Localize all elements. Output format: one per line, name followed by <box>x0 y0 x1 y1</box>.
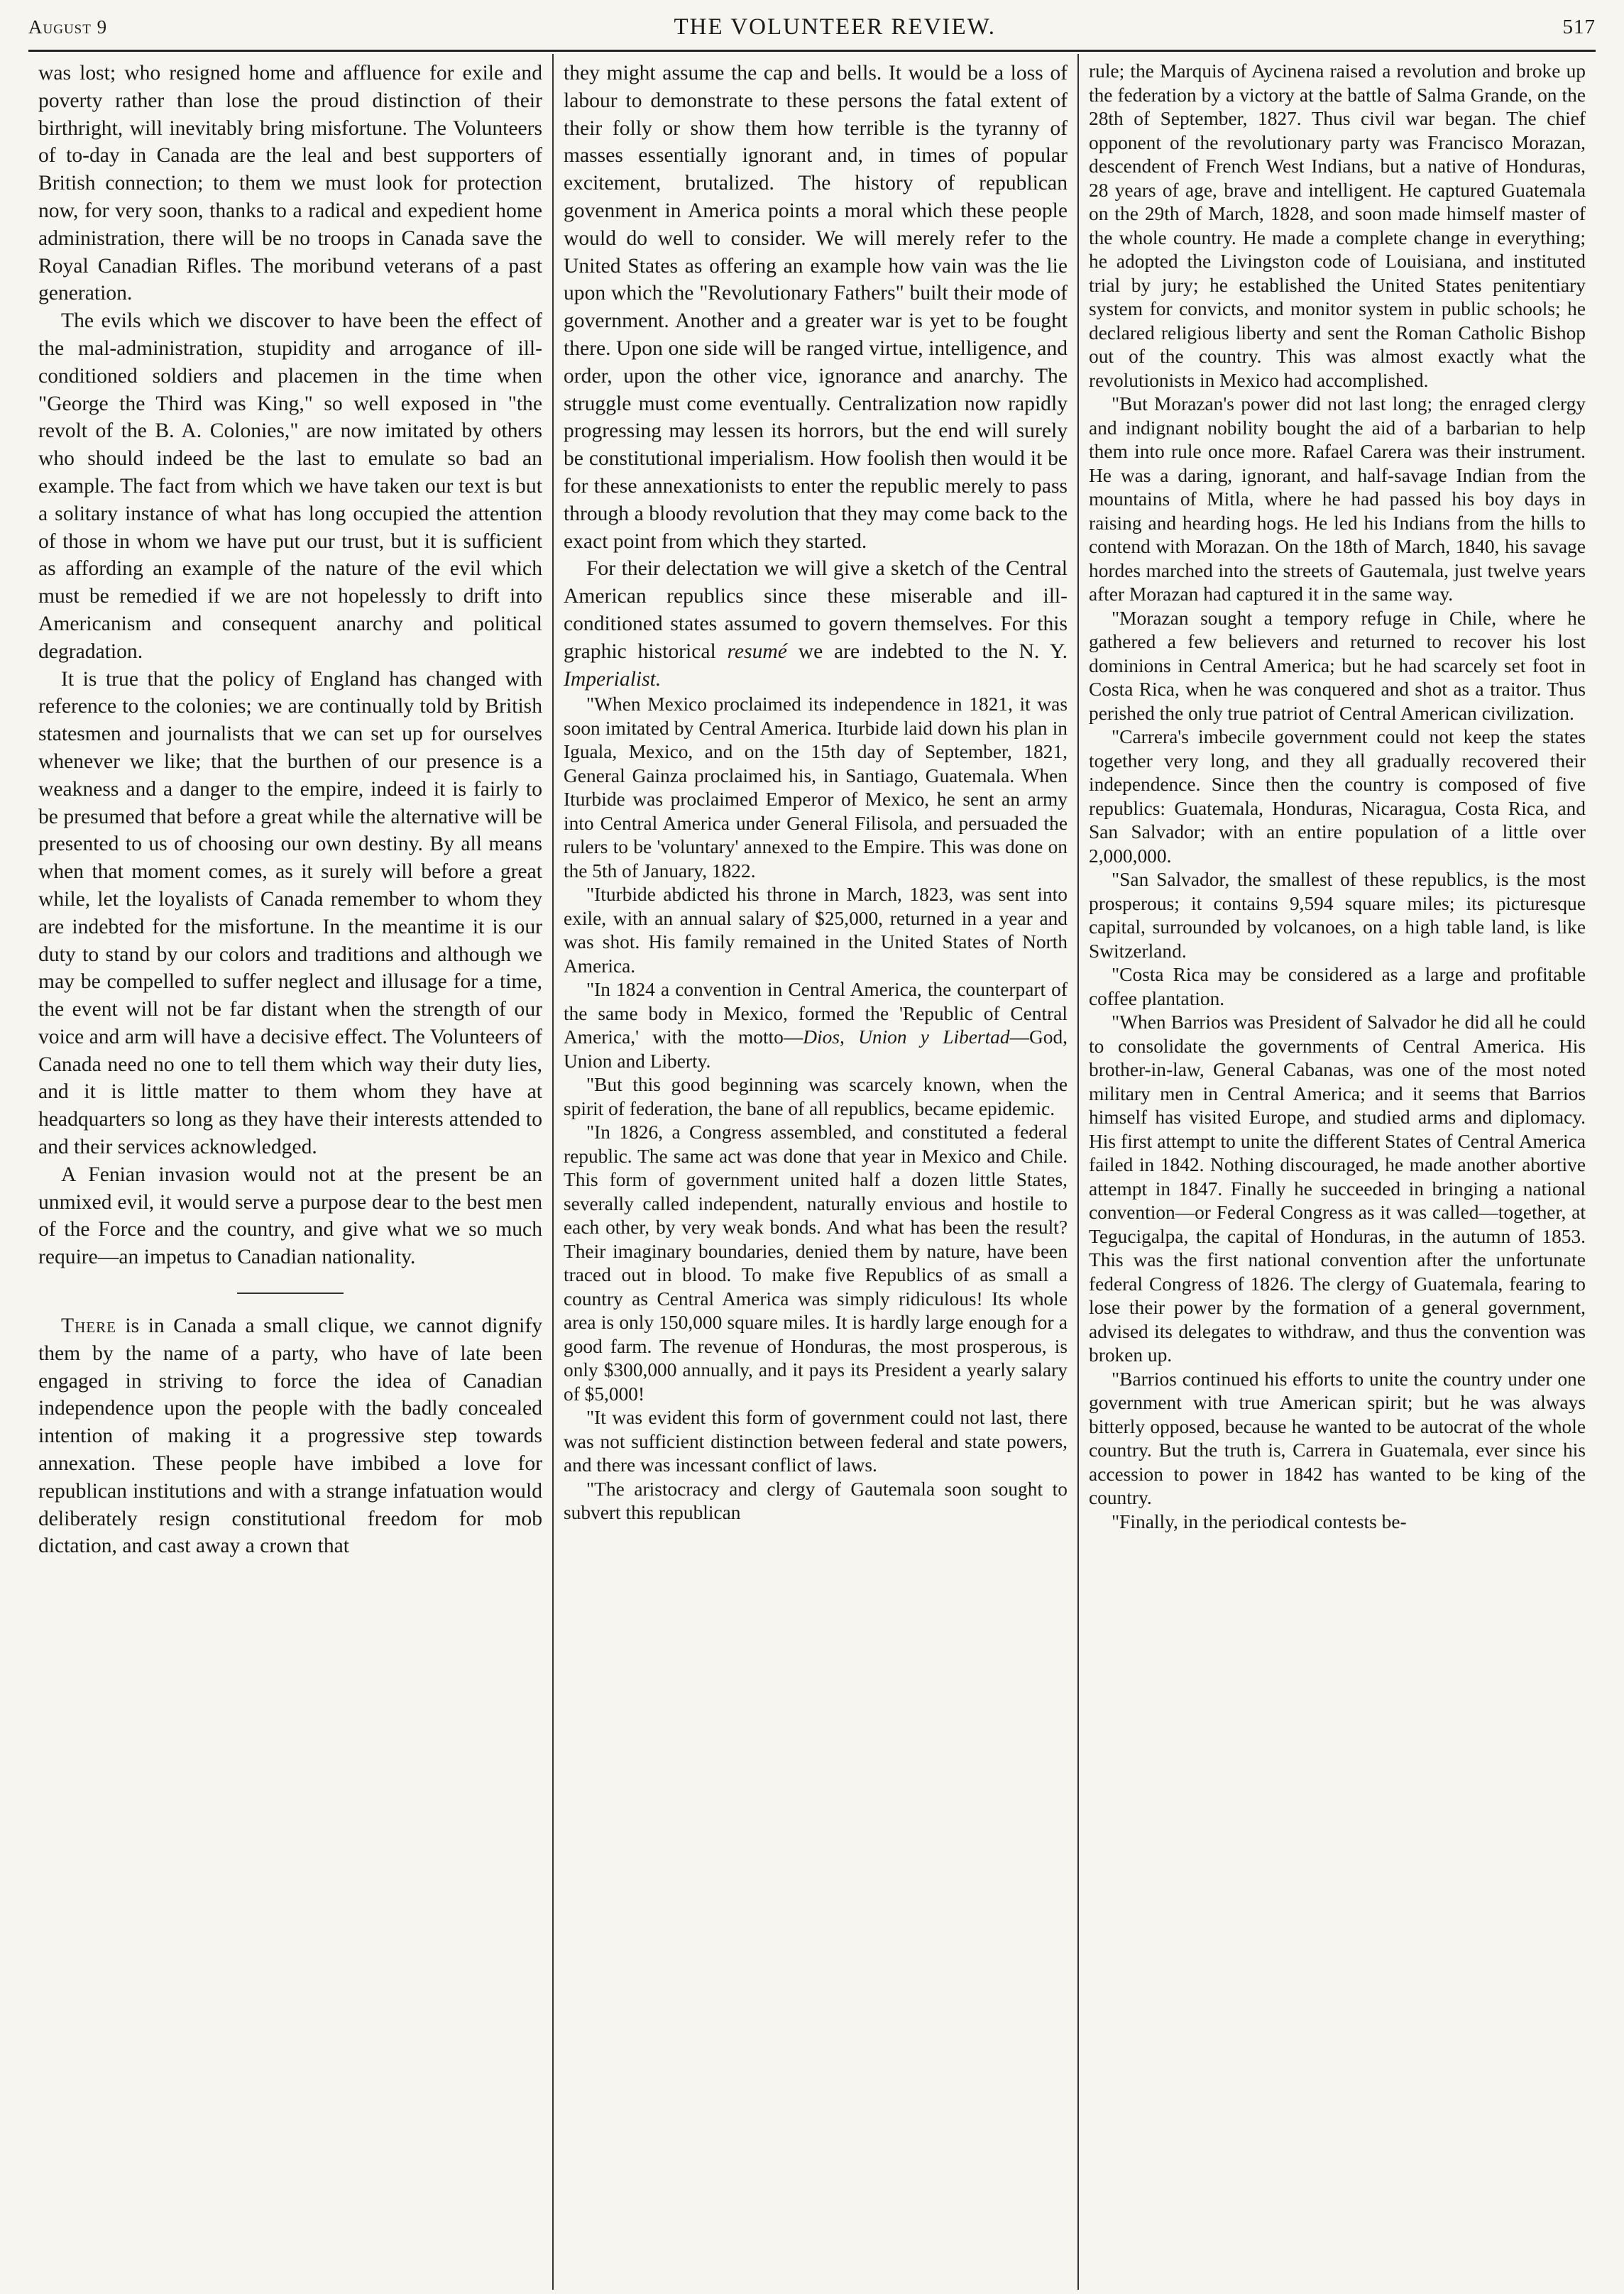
paragraph: It is true that the policy of England has changed with reference to the colonies; we are continually told by British statesmen and journalists that we can set up for ourselves whenever we like; that the burthen of our presence is a weakness and a danger to the empire, indeed it is fairly to be presumed that before a great while the alternative will be presented to us of choosing our own destiny. By all means when that moment comes, as it surely will before a great while, let the loyalists of Canada remember to whom they are indebted for the misfortune. In the meantime it is our duty to stand by our colors and traditions and although we may be compelled to suffer neglect and illusage for a time, the event will not be far distant when the strength of our voice and arm will have a decisive effect. The Volunteers of Canada need no one to tell them which way their duty lies, and it is little matter to them whom they have at headquarters so long as they have their interests attended to and their services acknowledged. <box>38 667 542 1159</box>
quoted-paragraph: "Finally, in the periodical contests be- <box>1112 1510 1407 1532</box>
paragraph: was lost; who resigned home and affluence for exile and poverty rather than lose the proud distinction of their birthright, will inevitably bring misfortune. The Volunteers of to-day in Canada are the leal and best supporters of British connection; to them we must look for protection now, for very soon, thanks to a radical and expedient home administration, there will be no troops in Canada save the Royal Canadian Rifles. The moribund veterans of a past generation. <box>38 62 542 305</box>
quoted-paragraph: "But Morazan's power did not last long; the enraged clergy and indignant nobility bought the aid of a barbarian to help them into rule once more. Rafael Carera was their instrument. He was a daring, ignorant, and half-savage Indian from the mountains of Mitla, where he had passed his boy days in raising and hearding hogs. He led his Indians from the hills to contend with Morazan. On the 18th of March, 1840, his savage hordes marched into the streets of Gautemala, just twelve years after Morazan had captured it in the same way. <box>1089 393 1586 605</box>
paragraph: The evils which we discover to have been the effect of the mal-administration, stupidity and arrogance of ill-conditioned soldiers and placemen in the time when "George the Third was King," so well exposed in "the revolt of the B. A. Colonies," are now imitated by others who should indeed be the last to emulate so bad an example. The fact from which we have taken our text is but a solitary instance of what has long occupied the attention of those in whom we have put our trust, but it is sufficient as affording an example of the nature of the evil which must be remedied if we are not hopelessly to drift into Americanism and consequent anarchy and political degradation. <box>38 309 542 663</box>
column-2 <box>554 54 1079 2290</box>
paragraph <box>564 555 1068 693</box>
quoted-paragraph: "In 1826, a Congress assembled, and constituted a federal republic. The same act was done that year in Mexico and Chile. This form of government united half a dozen little States, severally called independent, naturally envious and hostile to each other, by very weak bonds. And what has been the result? Their imaginary boundaries, denied them by nature, have been traced out in blood. To make five Republics of as small a country as Central America was simply ridiculous! Its whole area is only 150,000 square miles. It is hardly large enough for a good farm. The revenue of Honduras, the most prosperous, is only $300,000 annually, and it pays its President a yearly salary of $5,000! <box>564 1121 1068 1405</box>
paragraph-text: For their delectation we will give a sketch of the Central American republics since these miserable and ill-conditioned states assumed to govern themselves. For this graphic historical <box>564 557 1068 663</box>
source-name: Imperialist. <box>564 667 662 691</box>
section-divider <box>237 1293 344 1294</box>
quoted-paragraph: "San Salvador, the smallest of these republics, is the most prosperous; it contains 9,594 square miles; its picturesque capital, surrounded by volcanoes, on a high table land, is like Switzerland. <box>1089 869 1586 962</box>
paragraph-text: is in Canada a small clique, we cannot dignify them by the name of a party, who have of late been engaged in striving to force the idea of Canadian independence upon the people with the badly concealed intention of making it a progressive step towards annexation. These people have imbibed a love for republican institutions and with a strange infatuation would deliberately resign constitutional freedom for mob dictation, and cast away a crown that <box>38 1315 542 1558</box>
motto: Dios, Union y Libertad <box>803 1026 1010 1048</box>
quoted-paragraph: "Costa Rica may be considered as a large and profitable coffee plantation. <box>1089 964 1586 1009</box>
paragraph-text: we are indebted to the N. Y. <box>786 640 1068 663</box>
paragraph: A Fenian invasion would not at the present be an unmixed evil, it would serve a purpose dear to the best men of the Force and the country, and give what we so much require—an impetus to Canadian nationality. <box>38 1163 542 1269</box>
columns <box>28 54 1596 2290</box>
paragraph-text: "In 1824 a convention in Central America, the counterpart of the same body in Mexico, formed the 'Republic of Central America,' with the motto— <box>564 979 1068 1048</box>
publication-title: THE VOLUNTEER REVIEW. <box>674 13 997 40</box>
quoted-paragraph: "Carrera's imbecile government could not keep the states together very long, and they all gradually recovered their independence. Since then the country is composed of five republics: Guatemala, Honduras, Nicaragua, Costa Rica, and San Salvador; with an entire population of a little over 2,000,000. <box>1089 726 1586 867</box>
resume-word: resumé <box>727 640 787 663</box>
paragraph-text: —God, Union and Liberty. <box>564 1026 1068 1072</box>
quoted-paragraph: "When Mexico proclaimed its independence in 1821, it was soon imitated by Central America. Iturbide laid down his plan in Iguala, Mexico, and on the 15th day of September, 1821, General Gainza proclaimed his, in Santiago, Guatemala. When Iturbide was proclaimed Emperor of Mexico, he sent an army into Central America under General Filisola, and persuaded the rulers to be 'voluntary' annexed to the Empire. This was done on the 5th of January, 1822. <box>564 693 1068 882</box>
quoted-paragraph: "But this good beginning was scarcely known, when the spirit of federation, the bane of all republics, became epidemic. <box>564 1074 1068 1119</box>
paragraph: they might assume the cap and bells. It would be a loss of labour to demonstrate to these persons the fatal extent of their folly or show them how terrible is the tyranny of masses essentially ignorant and, in times of popular excitement, brutalized. The history of republican govenment in America points a moral which these people would do well to consider. We will merely refer to the United States as offering an example how vain was the lie upon which the "Revolutionary Fathers" built their mode of government. Another and a greater war is yet to be fought there. Upon one side will be ranged virtue, intelligence, and order, upon the other vice, ignorance and anarchy. The struggle must come eventually. Centralization now rapidly progressing may lessen its horrors, but the end will surely be constitutional imperialism. How foolish then would it be for these annexationists to enter the republic merely to pass through a bloody revolution that they may come back to the exact point from which they started. <box>564 62 1068 553</box>
column-3 <box>1079 54 1596 2290</box>
masthead <box>28 4 1596 50</box>
quoted-paragraph: "When Barrios was President of Salvador he did all he could to consolidate the governments of Central America. His brother-in-law, General Cabanas, was one of the most noted military men in Central America; and it seems that Barrios himself has visited Europe, and studied arms and diplomacy. His first attempt to unite the different States of Central America failed in 1842. Nothing discouraged, he made another abortive attempt in 1847. Finally he succeeded in bringing a national convention—or Federal Congress as it was called—together, at Tegucigalpa, the capital of Honduras, in the autumn of 1853. This was the first national convention after the unfortunate federal Congress of 1826. The clergy of Guatemala, fearing to lose their power by the formation of a general government, advised its delegates to withdraw, and thus the convention was broken up. <box>1089 1011 1586 1366</box>
page-number: 517 <box>1562 15 1596 38</box>
column-1 <box>28 54 554 2290</box>
quoted-paragraph: rule; the Marquis of Aycinena raised a revolution and broke up the federation by a victory at the battle of Salma Grande, on the 28th of September, 1827. Thus civil war began. The chief opponent of the revolutionary party was Francisco Morazan, descendent of French West Indians, but a native of Honduras, 28 years of age, brave and intelligent. He captured Guatemala on the 29th of March, 1828, and soon made himself master of the whole country. He made a complete change in everything; he adopted the Livingston code of Louisiana, and instituted trial by jury; he established the United States penitentiary system for convicts, and monitor system in public schools; he declared religious liberty and sent the Roman Catholic Bishop out of the country. This was almost exactly what the revolutionists in Mexico had accomplished. <box>1089 60 1586 391</box>
quoted-paragraph: "Morazan sought a tempory refuge in Chile, where he gathered a few believers and returned to recover his lost dominions in Central America; but he had scarcely set foot in Costa Rica, when he was conquered and shot as a traitor. Thus perished the only true patriot of Central American civilization. <box>1089 607 1586 724</box>
quoted-paragraph <box>564 978 1068 1073</box>
article-paragraph <box>38 1312 542 1560</box>
quoted-paragraph: "Barrios continued his efforts to unite the country under one government with true American spirit; but he was always bitterly opposed, because he wanted to be autocrat of the whole country. But the truth is, Carrera in Guatemala, ever since his accession to power in 1842 has wanted to be king of the country. <box>1089 1368 1586 1508</box>
lead-word: There <box>61 1315 116 1338</box>
quoted-paragraph: "Iturbide abdicted his throne in March, 1823, was sent into exile, with an annual salary of $25,000, returned in a year and was shot. His family remained in the United States of North America. <box>564 884 1068 977</box>
quoted-paragraph: "The aristocracy and clergy of Gautemala soon sought to subvert this republican <box>564 1478 1068 1524</box>
issue-date: August 9 <box>28 16 108 38</box>
quoted-paragraph: "It was evident this form of government could not last, there was not sufficient distinction between federal and state powers, and there was incessant conflict of laws. <box>564 1407 1068 1476</box>
header-rule <box>28 50 1596 52</box>
